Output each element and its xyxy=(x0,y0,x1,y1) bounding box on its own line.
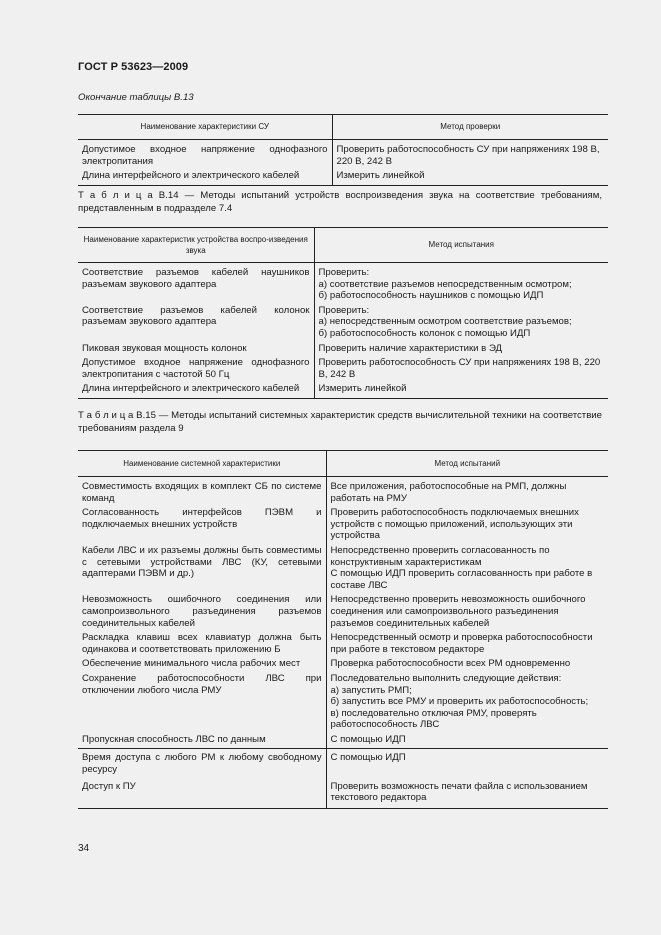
table-row xyxy=(78,342,608,357)
document-title: ГОСТ Р 53623—2009 xyxy=(78,61,189,73)
table-row xyxy=(78,749,608,778)
table-row xyxy=(78,657,608,672)
characteristic-cell: Длина интерфейсного и электрического кабелей xyxy=(78,382,314,398)
method-cell: Все приложения, работоспособные на РМП, должны работать на РМУ xyxy=(330,481,567,504)
column-header: Наименование характеристики СУ xyxy=(78,115,332,140)
table-header-row xyxy=(78,115,608,140)
table-row xyxy=(78,733,608,749)
characteristic-cell: Кабели ЛВС и их разъемы должны быть совместимы с сетевыми устройствами ЛВС (КУ, сетевыми адаптерами ПЭВМ и др.) xyxy=(78,544,326,593)
table15-caption: Т а б л и ц а В.15 — Методы испытаний системных характеристик средств вычислительной техники на соответствие требованиям раздела 9 xyxy=(78,410,602,434)
characteristic-cell: Соответствие разъемов кабелей наушников разъемам звукового адаптера xyxy=(78,263,314,304)
method-cell: Измерить линейкой xyxy=(318,383,407,395)
method-cell: Проверить наличие характеристики в ЭД xyxy=(318,342,503,354)
method-cell: Проверка работоспособности всех РМ одновременно xyxy=(330,658,571,670)
table-row xyxy=(78,356,608,382)
method-cell: Непосредственно проверить согласованность по конструктивным характеристикам С помощью ИДП проверить согласованность при работе в составе ЛВС xyxy=(330,544,593,591)
table-b15 xyxy=(78,450,608,809)
table-row xyxy=(78,544,608,593)
characteristic-cell: Пиковая звуковая мощность колонок xyxy=(78,342,314,357)
characteristic-cell: Согласованность интерфейсов ПЭВМ и подключаемых внешних устройств xyxy=(78,506,326,544)
method-cell: Проверить работоспособность подключаемых внешних устройств с помощью приложений, использующих эти устройства xyxy=(330,507,579,542)
characteristic-cell: Время доступа с любого РМ к любому свободному ресурсу xyxy=(78,749,326,778)
characteristic-cell: Совместимость входящих в комплект СБ по системе команд xyxy=(78,477,326,507)
table-row xyxy=(78,672,608,733)
method-cell: Проверить работоспособность СУ при напряжениях 198 В, 220 В, 242 В xyxy=(336,144,600,167)
table-row xyxy=(78,778,608,809)
table-header-row xyxy=(78,228,608,263)
table-row xyxy=(78,140,608,170)
characteristic-cell: Соответствие разъемов кабелей колонок разъемам звукового адаптера xyxy=(78,304,314,342)
method-cell: С помощью ИДП xyxy=(330,733,406,745)
characteristic-cell: Пропускная способность ЛВС по данным xyxy=(78,733,326,749)
table13-caption: Окончание таблицы В.13 xyxy=(78,92,194,103)
column-header: Наименование характеристик устройства воспро-изведения звука xyxy=(78,228,314,263)
method-cell: Проверить возможность печати файла с использованием текстового редактора xyxy=(330,780,588,804)
method-cell: Измерить линейкой xyxy=(336,170,425,182)
method-cell: Непосредственный осмотр и проверка работоспособности при работе в текстовом редакторе xyxy=(330,632,593,655)
table-row xyxy=(78,506,608,544)
table-row xyxy=(78,169,608,185)
characteristic-cell: Допустимое входное напряжение однофазного электропитания с частотой 50 Гц xyxy=(78,356,314,382)
table-b14 xyxy=(78,227,608,399)
characteristic-cell: Невозможность ошибочного соединения или самопроизвольного разъединения разъемов соединительных кабелей xyxy=(78,593,326,631)
column-header: Метод испытания xyxy=(314,228,608,263)
characteristic-cell: Допустимое входное напряжение однофазного электропитания xyxy=(78,140,332,170)
table-row xyxy=(78,593,608,631)
method-cell: Проверить: а) непосредственным осмотром соответствие разъемов; б) работоспособность колонок с помощью ИДП xyxy=(318,304,572,339)
method-cell: Последовательно выполнить следующие действия: а) запустить РМП; б) запустить все РМУ и проверить их работоспособность; в) последовательно отключая РМУ, проверять работоспособность ЛВС xyxy=(330,672,589,731)
table14-caption: Т а б л и ц а В.14 — Методы испытаний устройств воспроизведения звука на соответствие требованиям, представленным в подразделе 7.4 xyxy=(78,190,602,214)
column-header: Метод испытаний xyxy=(326,451,608,477)
characteristic-cell: Доступ к ПУ xyxy=(78,778,326,809)
page-number: 34 xyxy=(78,843,90,854)
characteristic-cell: Сохранение работоспособности ЛВС при отключении любого числа РМУ xyxy=(78,672,326,733)
table-header-row xyxy=(78,451,608,477)
method-cell: Проверить: а) соответствие разъемов непосредственным осмотром; б) работоспособность наушников с помощью ИДП xyxy=(318,267,572,302)
table-row xyxy=(78,263,608,304)
table-row xyxy=(78,477,608,507)
column-header: Наименование системной характеристики xyxy=(78,451,326,477)
method-cell: Проверить работоспособность СУ при напряжениях 198 В, 220 В, 242 В xyxy=(318,357,601,380)
table-row xyxy=(78,382,608,398)
column-header: Метод проверки xyxy=(332,115,608,140)
method-cell: Непосредственно проверить невозможность ошибочного соединения или самопроизвольного разъединения разъемов соединительных кабелей xyxy=(330,594,586,629)
table-row xyxy=(78,304,608,342)
table-row xyxy=(78,631,608,657)
characteristic-cell: Обеспечение минимального числа рабочих мест xyxy=(78,657,326,672)
characteristic-cell: Раскладка клавиш всех клавиатур должна быть одинакова и соответствовать приложению Б xyxy=(78,631,326,657)
characteristic-cell: Длина интерфейсного и электрического кабелей xyxy=(78,169,332,185)
table-b13 xyxy=(78,114,608,186)
method-cell: С помощью ИДП xyxy=(326,749,608,778)
